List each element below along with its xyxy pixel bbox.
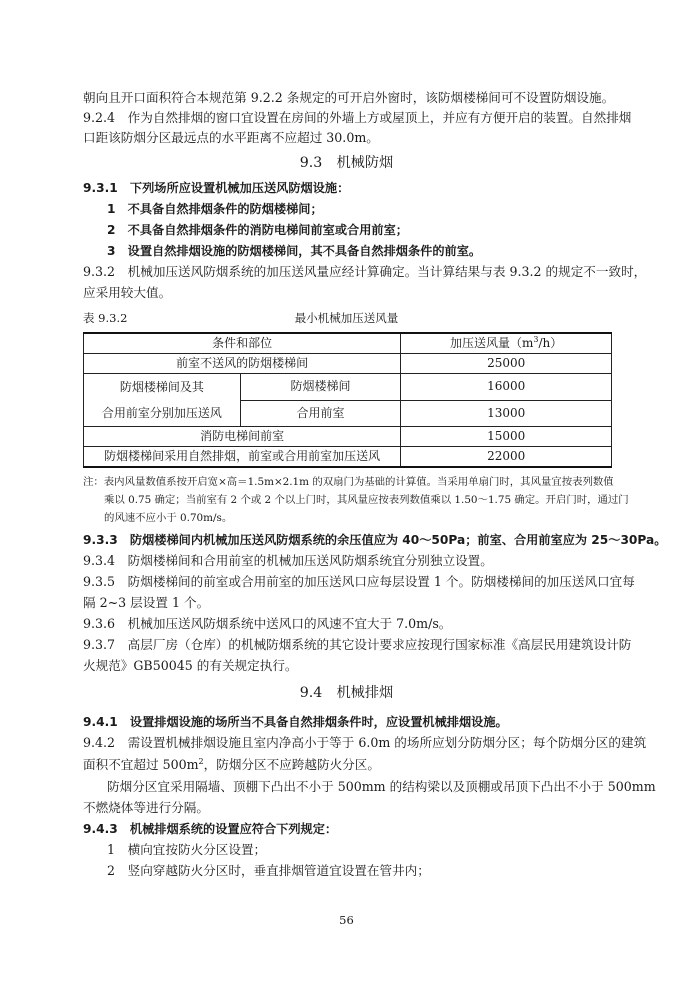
table-cell: 25000: [401, 354, 612, 374]
table-row: [84, 374, 612, 401]
list-item: 1 不具备自然排烟条件的防烟楼梯间；: [107, 202, 323, 216]
list-item: 1 横向宜按防火分区设置；: [107, 842, 267, 857]
section-heading-9-3: 9.3 机械防烟: [299, 155, 394, 171]
clause-9-2-4: 9.2.4 作为自然排烟的窗口宜设置在房间的外墙上方或屋顶上，并应有方便开启的装置。自然排烟: [83, 110, 632, 125]
clause-9-4-2: 9.4.2 需设置机械排烟设施且室内净高小于等于 6.0m 的场所应划分防烟分区；每个防烟分区的建筑: [83, 735, 647, 750]
table-cell: 防烟楼梯间: [240, 374, 401, 401]
table-row: [84, 354, 612, 374]
clause-9-3-4: 9.3.4 防烟楼梯间和合用前室的机械加压送风防烟系统宜分别独立设置。: [83, 553, 493, 568]
table-cell: 防烟楼梯间及其 合用前室分别加压送风: [84, 374, 241, 427]
table-cell: 消防电梯间前室: [84, 427, 401, 447]
table-number: 表 9.3.2: [83, 311, 128, 325]
clause-9-3-6: 9.3.6 机械加压送风防烟系统中送风口的风速不宜大于 7.0m/s。: [83, 616, 452, 631]
table-note: 的风速不应小于 0.70m/s。: [104, 512, 233, 524]
clause-9-3-7: 9.3.7 高层厂房（仓库）的机械防烟系统的其它设计要求应按现行国家标准《高层民用建筑设计防: [83, 637, 632, 652]
paragraph-line: 不燃烧体等进行分隔。: [83, 800, 209, 815]
table-cell: 13000: [401, 400, 612, 427]
table-header-cell: 加压送风量$(m^3/h)$: [401, 333, 612, 354]
table-cell: 防烟楼梯间采用自然排烟，前室或合用前室加压送风: [84, 447, 401, 468]
table-cell: 15000: [401, 427, 612, 447]
list-item: 2 竖向穿越防火分区时，垂直排烟管道宜设置在管井内；: [107, 863, 430, 878]
list-item: 3 设置自然排烟设施的防烟楼梯间，其不具备自然排烟条件的前室。: [107, 244, 482, 258]
table-row: [84, 447, 612, 468]
paragraph-line: 应采用较大值。: [83, 285, 172, 300]
air-supply-table: [83, 332, 612, 468]
clause-9-4-3: 9.4.3 机械排烟系统的设置应符合下列规定：: [83, 822, 338, 836]
list-item: 2 不具备自然排烟条件的消防电梯间前室或合用前室；: [107, 223, 408, 237]
paragraph-line: 朝向且开口面积符合本规范第 9.2.2 条规定的可开启外窗时，该防烟楼梯间可不设置防烟设施。: [83, 90, 615, 105]
table-row: [84, 427, 612, 447]
clause-9-3-3: 9.3.3 防烟楼梯间内机械加压送风防烟系统的余压值应为 40～50Pa；前室、合用前室应为 25～30Pa。: [83, 533, 667, 547]
paragraph-line: 火规范》GB50045 的有关规定执行。: [83, 658, 298, 673]
table-cell: 22000: [401, 447, 612, 468]
clause-9-4-1: 9.4.1 设置排烟设施的场所当不具备自然排烟条件时，应设置机械排烟设施。: [83, 715, 508, 729]
page-number: 56: [339, 913, 354, 927]
table-cell: 合用前室: [240, 400, 401, 427]
section-heading-9-4: 9.4 机械排烟: [299, 685, 394, 701]
table-header-cell: 条件和部位: [84, 333, 401, 354]
clause-9-3-5: 9.3.5 防烟楼梯间的前室或合用前室的加压送风口应每层设置 1 个。防烟楼梯间的加压送风口宜每: [83, 574, 635, 589]
table-note: 乘以 0.75 确定；当前室有 2 个或 2 个以上门时，其风量应按表列数值乘以 1.50～1.75 确定。开启门时，通过门: [104, 494, 629, 506]
paragraph-line: 防烟分区宜采用隔墙、顶棚下凸出不小于 500mm 的结构梁以及顶棚或吊顶下凸出不小于 500mm: [107, 779, 656, 794]
table-note: 注：表内风量数值系按开启宽×高＝1.5m×2.1m 的双扇门为基础的计算值。当采用单扇门时，其风量宜按表列数值: [83, 476, 614, 488]
table-header-row: [84, 333, 612, 354]
paragraph-line: 口距该防烟分区最远点的水平距离不应超过 30.0m。: [83, 130, 379, 145]
paragraph-line: 面积不宜超过 $500m^2$，防烟分区不应跨越防火分区。: [83, 756, 380, 772]
clause-9-3-2: 9.3.2 机械加压送风防烟系统的加压送风量应经计算确定。当计算结果与表 9.3.2 的规定不一致时，: [83, 264, 647, 279]
table-title: 最小机械加压送风量: [294, 311, 399, 325]
clause-9-3-1: 9.3.1 下列场所应设置机械加压送风防烟设施：: [83, 181, 350, 195]
table-cell: 16000: [401, 374, 612, 401]
paragraph-line: 隔 2~3 层设置 1 个。: [83, 595, 210, 610]
table-cell: 前室不送风的防烟楼梯间: [84, 354, 401, 374]
